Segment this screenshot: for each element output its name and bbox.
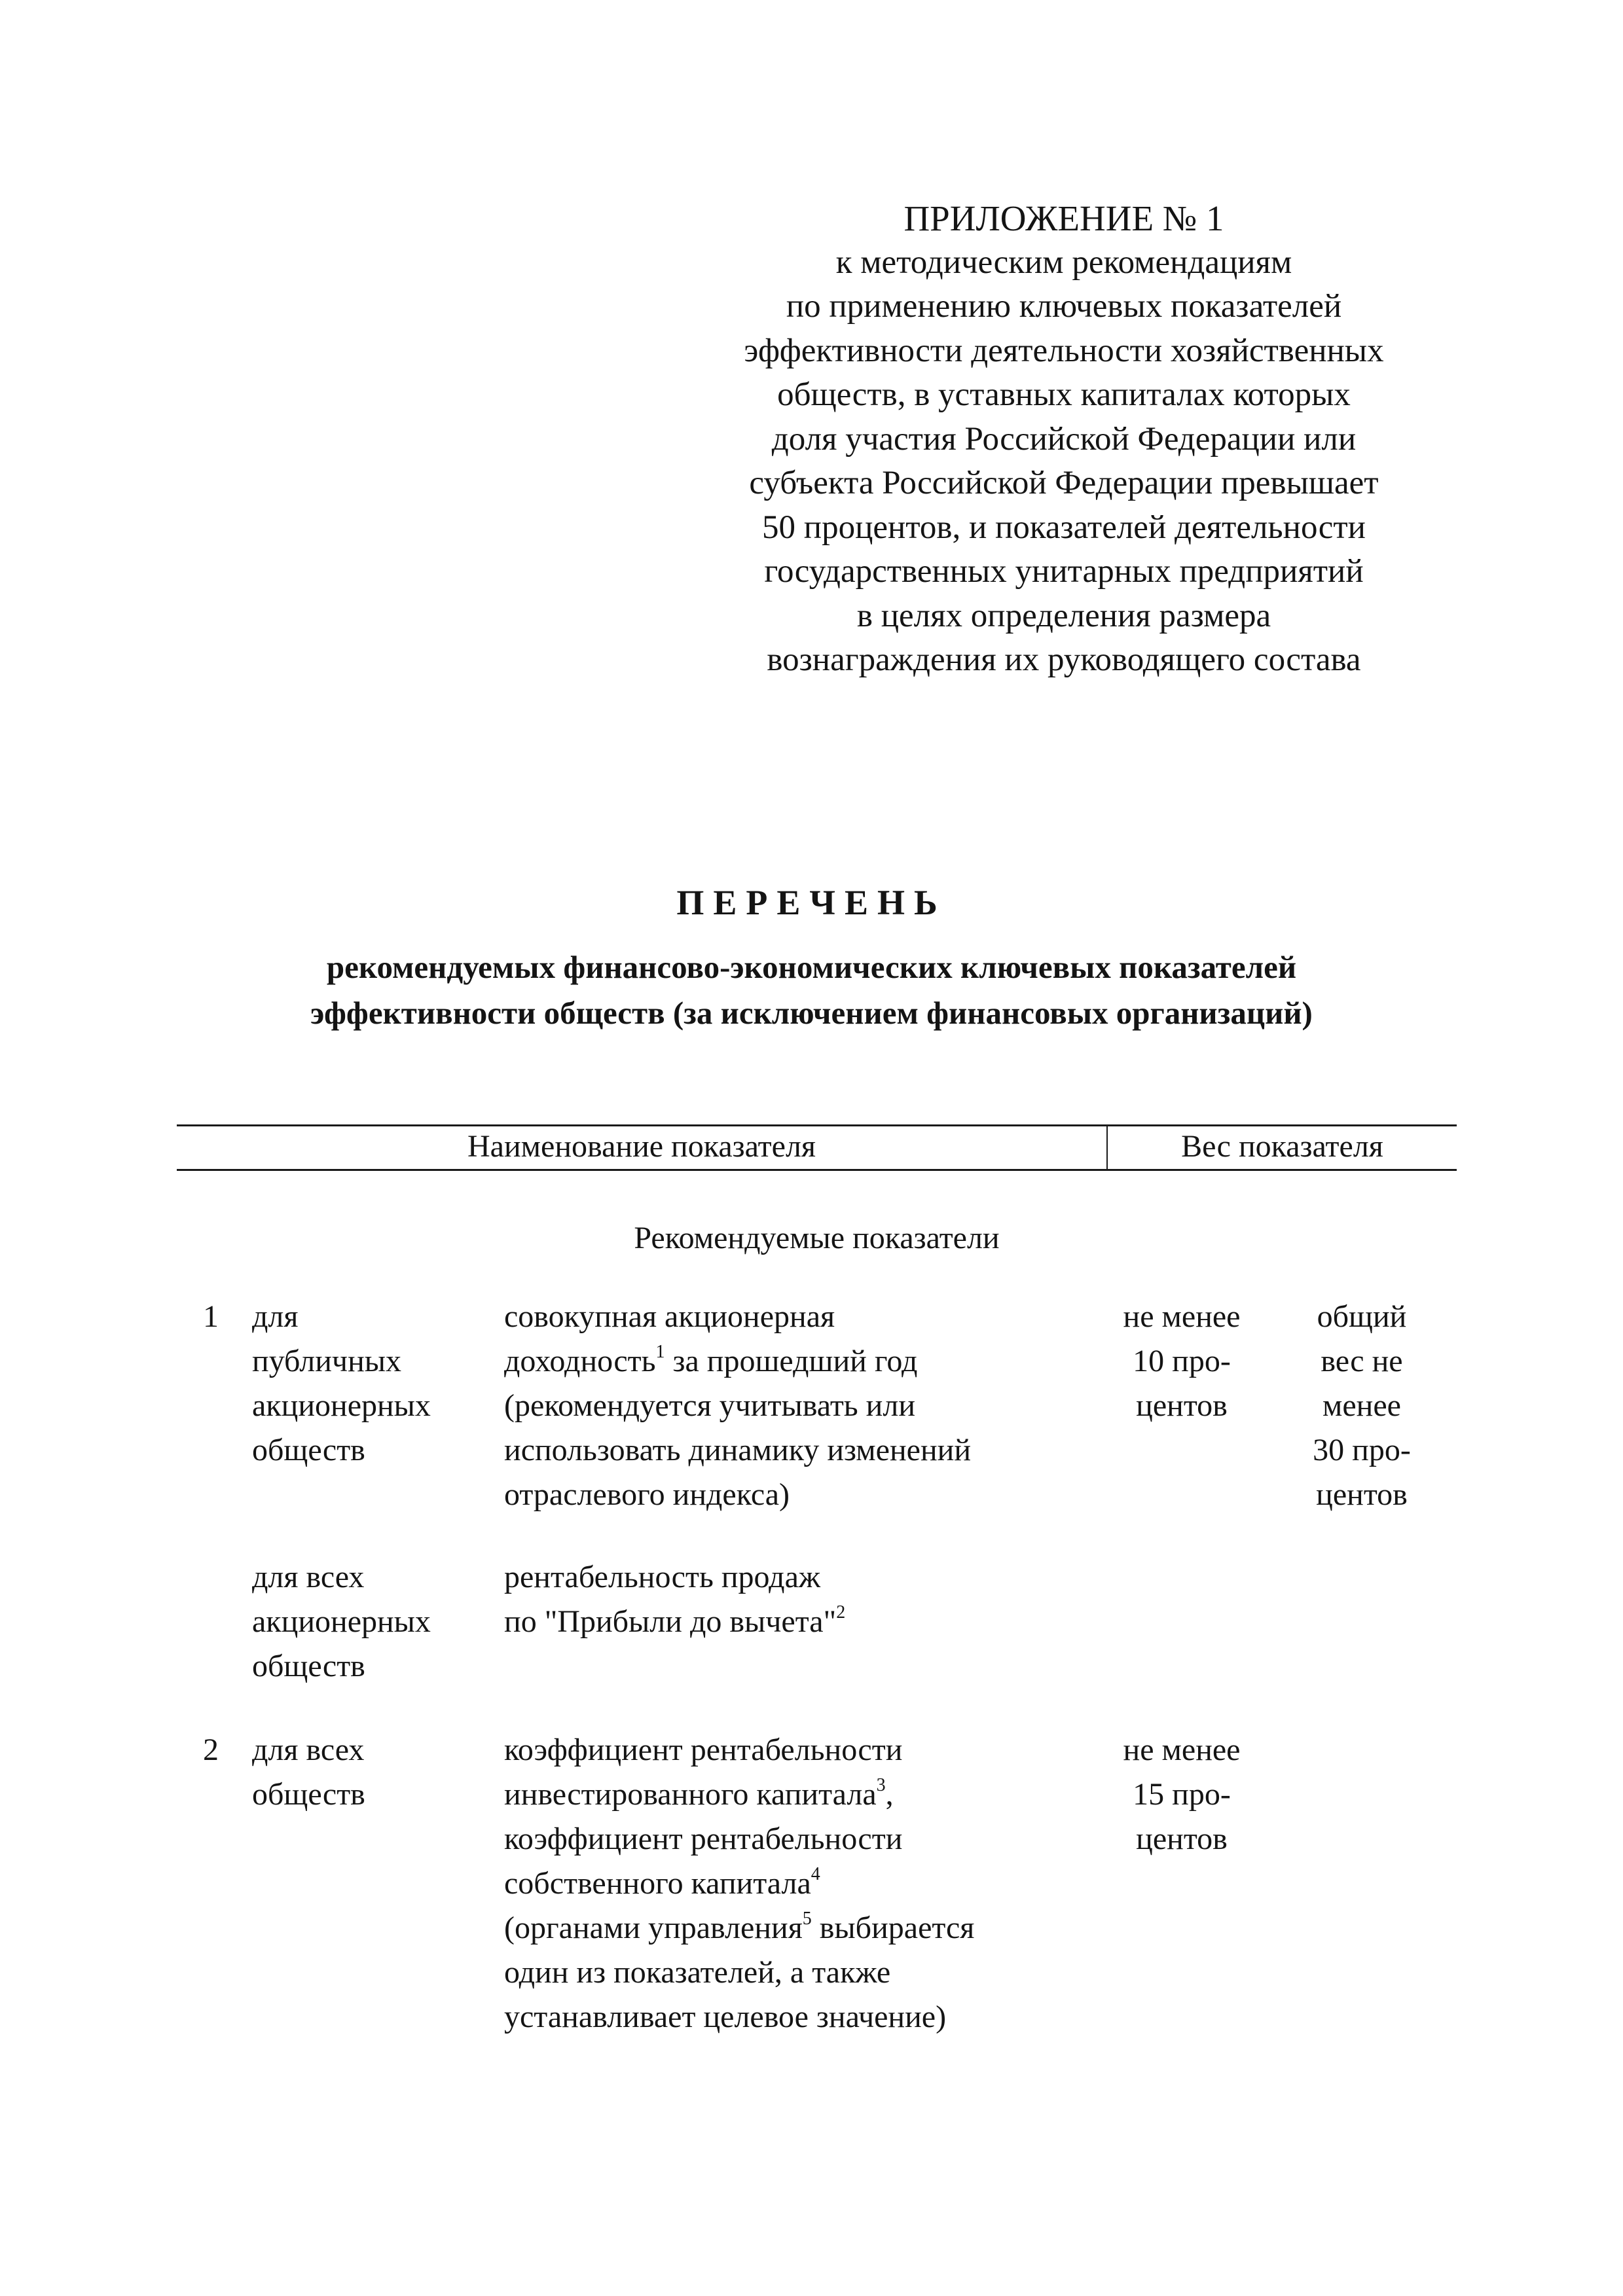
indicator-line (504, 1772, 974, 1817)
weight-line: не менее (1123, 1732, 1241, 1767)
appendix-line: эффективности деятельности хозяйственных (744, 332, 1384, 369)
appendix-line: вознаграждения их руководящего состава (767, 641, 1361, 678)
indicator-line: совокупная акционерная (504, 1299, 835, 1334)
total-weight-line: вес не (1321, 1344, 1403, 1378)
footnote-ref: 4 (811, 1864, 820, 1884)
document-title: ПЕРЕЧЕНЬ (676, 883, 947, 922)
indicator-line (504, 1906, 974, 1950)
indicator-text: по "Прибыли до вычета" (504, 1604, 837, 1639)
applies-line: для всех (252, 1732, 365, 1767)
applies-line: обществ (252, 1777, 365, 1812)
footnote-ref: 5 (802, 1909, 812, 1929)
subtitle-line: эффективности обществ (за исключением финансовых организаций) (310, 995, 1313, 1031)
total-weight-line: 30 про- (1313, 1433, 1411, 1467)
indicator-text: выбирается (811, 1910, 975, 1945)
footnote-ref: 2 (836, 1602, 846, 1623)
total-weight-line: центов (1316, 1477, 1408, 1512)
indicator-text: доходность (504, 1344, 656, 1378)
row-indicator (504, 1295, 971, 1517)
appendix-line: по применению ключевых показателей (786, 288, 1342, 325)
row-applies-to (252, 1295, 431, 1473)
appendix-header (681, 196, 1447, 683)
section-title: Рекомендуемые показатели (634, 1221, 1000, 1255)
indicator-line (504, 1339, 971, 1384)
appendix-line: к методическим рекомендациям (835, 243, 1292, 281)
weight-line: центов (1136, 1388, 1228, 1423)
row-indicator (504, 1555, 845, 1644)
total-weight-line: общий (1317, 1299, 1407, 1334)
indicator-line: устанавливает целевое значение) (504, 2000, 947, 2034)
indicator-line: рентабельность продаж (504, 1560, 821, 1594)
row-total-weight (1277, 1295, 1447, 1517)
table-top-rule (177, 1124, 1457, 1126)
row-applies-to (252, 1728, 365, 1817)
row-weight (1100, 1728, 1264, 1861)
applies-line: для (252, 1299, 299, 1334)
applies-line: обществ (252, 1433, 365, 1467)
indicator-text: собственного капитала (504, 1866, 811, 1901)
applies-line: обществ (252, 1649, 365, 1683)
appendix-line: 50 процентов, и показателей деятельности (762, 509, 1366, 546)
indicator-text: (органами управления (504, 1910, 803, 1945)
applies-line: публичных (252, 1344, 401, 1378)
weight-line: 10 про- (1133, 1344, 1231, 1378)
applies-line: акционерных (252, 1388, 431, 1423)
indicator-line: коэффициент рентабельности (504, 1732, 903, 1767)
indicator-line: использовать динамику изменений (504, 1433, 972, 1467)
header-indicator-name: Наименование показателя (467, 1129, 816, 1164)
weight-line: центов (1136, 1821, 1228, 1856)
subtitle-line: рекомендуемых финансово-экономических ключевых показателей (326, 949, 1297, 985)
total-weight-line: менее (1322, 1388, 1401, 1423)
indicator-line: отраслевого индекса) (504, 1477, 790, 1512)
appendix-line: субъекта Российской Федерации превышает (749, 465, 1379, 501)
indicator-text: за прошедший год (665, 1344, 918, 1378)
indicator-line (504, 1600, 845, 1644)
row-number: 1 (203, 1299, 219, 1334)
indicator-line: один из показателей, а также (504, 1955, 891, 1990)
applies-line: акционерных (252, 1604, 431, 1639)
document-subtitle (0, 944, 1623, 1036)
indicator-line: (рекомендуется учитывать или (504, 1388, 916, 1423)
row-number: 2 (203, 1732, 219, 1767)
indicator-line (504, 1861, 974, 1906)
row-indicator (504, 1728, 974, 2039)
row-applies-to (252, 1555, 431, 1689)
appendix-title: ПРИЛОЖЕНИЕ № 1 (903, 198, 1224, 238)
indicator-text: , (885, 1777, 894, 1812)
appendix-line: государственных унитарных предприятий (764, 553, 1364, 590)
weight-line: 15 про- (1133, 1777, 1231, 1812)
header-indicator-weight: Вес показателя (1181, 1129, 1383, 1164)
applies-line: для всех (252, 1560, 365, 1594)
appendix-line: обществ, в уставных капиталах которых (777, 376, 1351, 413)
footnote-ref: 3 (876, 1775, 886, 1795)
row-weight (1100, 1295, 1264, 1428)
indicator-text: инвестированного капитала (504, 1777, 877, 1812)
table-header-bottom-rule (177, 1169, 1457, 1171)
appendix-line: в целях определения размера (856, 597, 1271, 634)
indicator-line: коэффициент рентабельности (504, 1821, 903, 1856)
appendix-line: доля участия Российской Федерации или (771, 420, 1357, 457)
weight-line: не менее (1123, 1299, 1241, 1334)
footnote-ref: 1 (655, 1342, 665, 1362)
